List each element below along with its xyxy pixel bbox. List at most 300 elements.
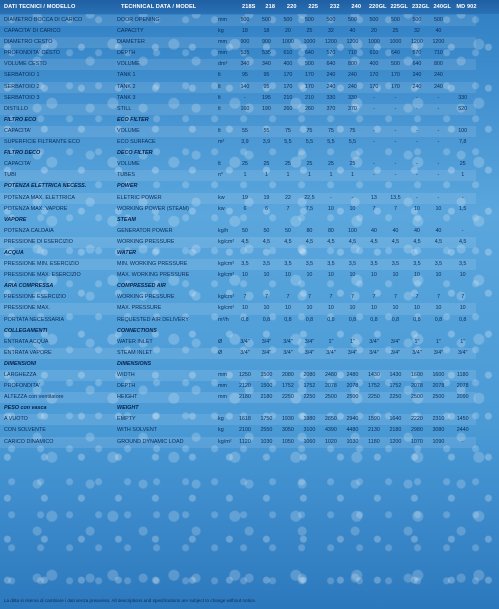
value-cell: 4480 (346, 427, 359, 434)
value-cell (277, 115, 299, 126)
value-cell: 4,5 (385, 237, 407, 248)
unit-cell: kg (218, 28, 224, 35)
value-cell (256, 215, 278, 226)
value-cell: 500 (299, 15, 321, 26)
value-cell: 170 (369, 72, 379, 79)
table-row (0, 270, 476, 281)
section-title-it: ARIA COMPRESSA (4, 283, 54, 290)
value-cell: 1752 (303, 383, 316, 390)
param-name-en: VOLUME (117, 126, 218, 137)
section-title-en: ECO FILTER (117, 116, 149, 123)
value-cell: 500 (385, 15, 407, 26)
value-cell (406, 326, 428, 337)
value-cell: 1200 (385, 437, 407, 448)
table-row (0, 93, 476, 104)
model-header: 218S (242, 4, 256, 10)
value-cell (385, 359, 407, 370)
value-cell: 1070 (406, 437, 428, 448)
value-cell: 370 (342, 104, 364, 115)
value-cell: 1030 (342, 437, 364, 448)
value-cell (449, 181, 476, 192)
value-cell: 10 (349, 272, 356, 279)
value-cell: 10 (349, 205, 356, 212)
value-cell: 1200 (428, 37, 450, 48)
model-header: 232 (329, 4, 340, 10)
param-name-it: PRESSIONE DI ESERCIZIO (0, 237, 117, 248)
value-cell: 6 (243, 205, 247, 212)
value-cell: 1750 (256, 414, 278, 425)
model-header: 240GL (433, 4, 452, 10)
value-cell: 1 (299, 170, 321, 181)
value-cell (449, 48, 476, 59)
value-cell: 0,8 (305, 316, 314, 323)
param-name-en: TANK 2 (117, 82, 218, 93)
value-cell: 10 (284, 272, 291, 279)
table-row (0, 48, 476, 59)
value-cell: 3/4" (369, 338, 379, 345)
value-cell: 240 (326, 72, 336, 79)
value-cell: 3/4" (406, 348, 428, 359)
unit-cell: kg/cm² (218, 294, 235, 301)
unit-cell: lt (218, 161, 221, 168)
unit-cell: lt (218, 72, 221, 79)
table-row (0, 292, 476, 303)
param-name-it: ENTRATA ACQUA (4, 338, 49, 345)
table-row (0, 237, 476, 248)
section-title-en: WATER (117, 249, 137, 256)
value-cell: 2550 (260, 427, 273, 434)
value-cell: 1120 (234, 437, 256, 448)
value-cell (320, 148, 342, 159)
value-cell: 340 (256, 59, 278, 70)
value-cell: 95 (256, 82, 278, 93)
value-cell: 25 (306, 28, 313, 35)
value-cell: 10 (385, 303, 407, 314)
param-name-en: VOLUME (117, 161, 140, 168)
value-cell: 1640 (385, 414, 407, 425)
param-name-it: SUPERFICIE FILTRANTE ECO (4, 139, 80, 146)
value-cell (428, 115, 450, 126)
model-header: 232GL (411, 4, 430, 10)
param-name-en: DEPTH (117, 383, 136, 390)
section-row (0, 215, 476, 226)
value-cell: - (437, 161, 440, 168)
value-cell: 2480 (342, 370, 364, 381)
value-cell: 10 (277, 303, 299, 314)
table-row (0, 315, 476, 326)
value-cell (449, 326, 476, 337)
table-row (0, 26, 476, 37)
value-cell: 4,5 (256, 237, 278, 248)
value-cell (256, 148, 278, 159)
value-cell: 1752 (281, 383, 294, 390)
unit-cell: kg/cm² (218, 303, 234, 314)
footer-note: La ditta si riserva di cambiare i dati senza preavviso. All descriptions and specifications are subject to change without notice. (4, 598, 257, 603)
table-row (0, 414, 476, 425)
value-cell: 500 (342, 15, 364, 26)
value-cell: 80 (306, 227, 313, 234)
value-cell: 2850 (320, 414, 342, 425)
value-cell: - (416, 161, 418, 168)
value-cell: 3/4" (261, 338, 272, 345)
value-cell: 0,8 (413, 316, 421, 323)
param-name-en: WIDTH (117, 370, 218, 381)
value-cell: 13,5 (385, 193, 407, 204)
value-cell: 10 (392, 272, 399, 279)
unit-cell (218, 281, 234, 292)
value-cell: 1" (328, 338, 334, 345)
value-cell: - (461, 227, 464, 234)
unit-cell (218, 326, 234, 337)
value-cell: 40 (435, 28, 442, 35)
value-cell: 7 (329, 294, 333, 301)
value-cell: - (373, 161, 375, 168)
value-cell (277, 248, 299, 259)
value-cell: 4,5 (449, 237, 476, 248)
value-cell: 570 (326, 50, 336, 57)
param-name-en: DOOR OPENING (117, 15, 218, 26)
value-cell (449, 26, 476, 37)
model-header: 225 (308, 4, 319, 10)
value-cell: 10 (234, 303, 256, 314)
value-cell: 55 (256, 126, 278, 137)
value-cell (428, 248, 450, 259)
value-cell: 10 (299, 303, 321, 314)
value-cell: 3,5 (256, 259, 278, 270)
value-cell: 75 (342, 126, 364, 137)
header-label-en: TECHNICAL DATA / MODEL (121, 4, 197, 10)
value-cell: 7 (461, 294, 465, 301)
value-cell: 500 (406, 15, 428, 26)
value-cell (234, 326, 256, 337)
value-cell: 170 (304, 72, 314, 79)
value-cell: 1430 (385, 370, 407, 381)
value-cell: 2250 (277, 392, 299, 403)
value-cell: 7 (436, 294, 440, 301)
value-cell: 40 (435, 227, 442, 234)
value-cell (449, 15, 476, 26)
table-row (0, 381, 476, 392)
section-title-it: FILTRO ECO (4, 116, 37, 123)
value-cell: 3,5 (320, 259, 342, 270)
unit-cell (218, 215, 234, 226)
value-cell: 3/4" (363, 348, 385, 359)
unit-cell: kw (218, 193, 234, 204)
value-cell (363, 148, 385, 159)
param-name-it: A VUOTO (0, 414, 117, 425)
value-cell: 7 (243, 294, 247, 301)
value-cell (363, 359, 385, 370)
unit-cell (218, 248, 234, 259)
value-cell: - (363, 126, 385, 137)
value-cell: 3,5 (277, 259, 299, 270)
value-cell (320, 115, 342, 126)
param-name-it: PRESSIONE MIN. ESERCIZIO (0, 259, 117, 270)
value-cell: 3/4" (390, 338, 401, 345)
value-cell: 0,8 (284, 316, 292, 323)
value-cell: 2250 (299, 392, 321, 403)
value-cell (406, 215, 428, 226)
value-cell: 1 (320, 170, 342, 181)
value-cell (299, 281, 321, 292)
value-cell: 240 (406, 82, 428, 93)
value-cell: - (385, 170, 407, 181)
value-cell (277, 403, 299, 414)
param-name-it: CARICO DINAMICO (0, 437, 117, 448)
value-cell: 2440 (456, 427, 469, 434)
value-cell: 900 (256, 37, 278, 48)
value-cell: 1752 (389, 383, 402, 390)
value-cell: 3,5 (428, 259, 450, 270)
value-cell: 195 (261, 94, 271, 101)
param-name-en: GROUND DYNAMIC LOAD (117, 437, 218, 448)
unit-cell: kg/h (218, 227, 229, 234)
value-cell: 32 (327, 28, 334, 35)
unit-cell: mm (218, 15, 234, 26)
value-cell: 170 (390, 72, 400, 79)
value-cell: 40 (392, 227, 399, 234)
param-name-it: PROFONDITA' (4, 383, 40, 390)
table-row (0, 425, 476, 436)
unit-cell (218, 148, 234, 159)
table-row (0, 159, 476, 170)
value-cell: 0,8 (327, 316, 335, 323)
value-cell (234, 248, 256, 259)
value-cell: 710 (347, 50, 357, 57)
value-cell: 0,8 (370, 316, 378, 323)
value-cell: - (363, 104, 385, 115)
value-cell: 1000 (299, 37, 321, 48)
table-row (0, 15, 476, 26)
value-cell: 40 (413, 227, 420, 234)
value-cell (234, 148, 256, 159)
value-cell: - (394, 139, 397, 146)
value-cell: - (416, 94, 418, 101)
value-cell: 800 (428, 59, 450, 70)
param-name-it: CON SOLVENTE (4, 427, 46, 434)
spec-table (0, 15, 476, 448)
value-cell: 3/4" (385, 348, 407, 359)
value-cell (256, 281, 278, 292)
value-cell: 3/4" (299, 348, 321, 359)
value-cell: 7 (264, 294, 268, 301)
param-name-en: EMPTY (117, 414, 218, 425)
unit-cell: kg/cm² (218, 237, 234, 248)
value-cell: 100 (347, 227, 357, 234)
value-cell: 4,5 (320, 237, 342, 248)
param-name-en: VOLUME (117, 59, 218, 70)
value-cell (299, 359, 321, 370)
unit-cell (218, 181, 234, 192)
value-cell (406, 115, 428, 126)
value-cell (385, 281, 407, 292)
unit-cell: mm (218, 392, 234, 403)
value-cell: 10 (320, 303, 342, 314)
param-name-en: TUBES (117, 170, 218, 181)
table-row (0, 170, 476, 181)
value-cell: 18 (241, 28, 248, 35)
section-row (0, 181, 476, 192)
value-cell: 330 (458, 94, 468, 101)
value-cell: 2250 (363, 392, 385, 403)
value-cell: 10 (256, 303, 278, 314)
value-cell: 2220 (406, 414, 428, 425)
value-cell: 75 (277, 126, 299, 137)
value-cell: 170 (385, 82, 407, 93)
value-cell: 10 (413, 272, 420, 279)
value-cell (385, 115, 407, 126)
value-cell (299, 181, 321, 192)
value-cell: 2078 (346, 383, 359, 390)
param-name-en: MAX. PRESSURE (117, 303, 218, 314)
value-cell: - (428, 126, 450, 137)
value-cell: - (394, 94, 397, 101)
value-cell: 240 (342, 82, 364, 93)
value-cell: - (449, 437, 476, 448)
value-cell: 3,9 (262, 139, 271, 146)
value-cell: 10 (342, 303, 364, 314)
value-cell (342, 215, 364, 226)
param-name-en: STILL (117, 104, 218, 115)
value-cell: 10 (370, 272, 377, 279)
value-cell: 240 (320, 82, 342, 93)
value-cell: 7,8 (458, 139, 467, 146)
value-cell (320, 359, 342, 370)
value-cell: 210 (304, 94, 314, 101)
value-cell: 20 (284, 28, 291, 35)
value-cell: 2500 (320, 392, 342, 403)
value-cell: - (428, 170, 450, 181)
value-cell (342, 181, 364, 192)
value-cell: 500 (299, 59, 321, 70)
value-cell: 10 (435, 205, 442, 212)
value-cell (428, 148, 450, 159)
value-cell: 3/4" (234, 348, 256, 359)
param-name-it: ENTRATA VAPORE (0, 348, 117, 359)
table-row (0, 70, 476, 81)
value-cell: 10 (459, 272, 466, 279)
value-cell: 2100 (238, 427, 251, 434)
value-cell (406, 281, 428, 292)
value-cell: 500 (277, 15, 299, 26)
value-cell (428, 326, 450, 337)
value-cell: 340 (234, 59, 256, 70)
value-cell: - (406, 126, 428, 137)
value-cell (342, 326, 364, 337)
value-cell: 1030 (256, 437, 278, 448)
value-cell (256, 359, 278, 370)
value-cell: 1060 (299, 437, 321, 448)
unit-cell: kw (218, 205, 225, 212)
table-row (0, 193, 476, 204)
value-cell (406, 403, 428, 414)
section-row (0, 248, 476, 259)
value-cell: 95 (263, 72, 270, 79)
param-name-en: WATER INLET (117, 338, 153, 345)
value-cell: 1090 (428, 437, 450, 448)
value-cell: - (437, 139, 440, 146)
param-name-en: MIN. WORKING PRESSURE (117, 259, 218, 270)
value-cell: 2080 (277, 370, 299, 381)
param-name-it: TUBI (0, 170, 117, 181)
value-cell (234, 359, 256, 370)
value-cell: - (385, 104, 407, 115)
value-cell: 2090 (449, 392, 476, 403)
value-cell: 7 (307, 294, 311, 301)
value-cell: 2078 (432, 383, 445, 390)
value-cell: 6 (264, 205, 268, 212)
param-name-it: SERBATOIO 1 (4, 72, 40, 79)
table-row (0, 259, 476, 270)
table-row (0, 126, 476, 137)
value-cell (449, 403, 476, 414)
value-cell (342, 148, 364, 159)
param-name-en: REQUESTED AIR DELIVERY (117, 316, 189, 323)
value-cell: 1180 (363, 437, 385, 448)
value-cell: - (373, 94, 375, 101)
value-cell: 2180 (234, 392, 256, 403)
value-cell: 3080 (432, 427, 445, 434)
value-cell (406, 359, 428, 370)
table-header (0, 0, 499, 14)
section-title-it: PESO con vasca (4, 405, 47, 412)
value-cell: 1" (435, 338, 441, 345)
param-name-it: POTENZA MAX. VAPORE (4, 205, 68, 212)
value-cell: 7,5 (305, 205, 314, 212)
value-cell: 7 (393, 205, 397, 212)
value-cell (342, 403, 364, 414)
value-cell: 610 (369, 50, 379, 57)
table-row (0, 303, 476, 314)
value-cell: 50 (284, 227, 291, 234)
value-cell (385, 248, 407, 259)
value-cell (363, 215, 385, 226)
value-cell: 10 (306, 272, 313, 279)
value-cell: 20 (370, 28, 377, 35)
unit-cell: m² (218, 139, 225, 146)
value-cell: 610 (283, 50, 293, 57)
value-cell: 1050 (277, 437, 299, 448)
value-cell: 25 (349, 161, 356, 168)
unit-cell: kg (218, 427, 224, 434)
value-cell (385, 326, 407, 337)
value-cell: 2078 (456, 383, 469, 390)
value-cell: 800 (342, 59, 364, 70)
param-name-it: VOLUME CESTO (0, 59, 117, 70)
value-cell: 3/4" (304, 338, 315, 345)
unit-cell: Ø (218, 338, 223, 345)
value-cell: 1020 (320, 437, 342, 448)
value-cell: 3/4" (240, 338, 250, 345)
value-cell: 25 (459, 161, 466, 168)
value-cell: - (244, 94, 246, 101)
unit-cell: lt (218, 126, 234, 137)
value-cell: 25 (284, 161, 291, 168)
value-cell: 535 (261, 50, 271, 57)
value-cell: 50 (241, 227, 248, 234)
value-cell: - (385, 126, 407, 137)
value-cell (277, 215, 299, 226)
value-cell: 3,5 (299, 259, 321, 270)
value-cell (342, 248, 364, 259)
table-row (0, 82, 476, 93)
value-cell: 1590 (363, 414, 385, 425)
unit-cell: mm (218, 370, 234, 381)
section-title-en: POWER (117, 183, 138, 190)
value-cell: 7 (372, 294, 376, 301)
value-cell: 75 (299, 126, 321, 137)
value-cell (277, 359, 299, 370)
